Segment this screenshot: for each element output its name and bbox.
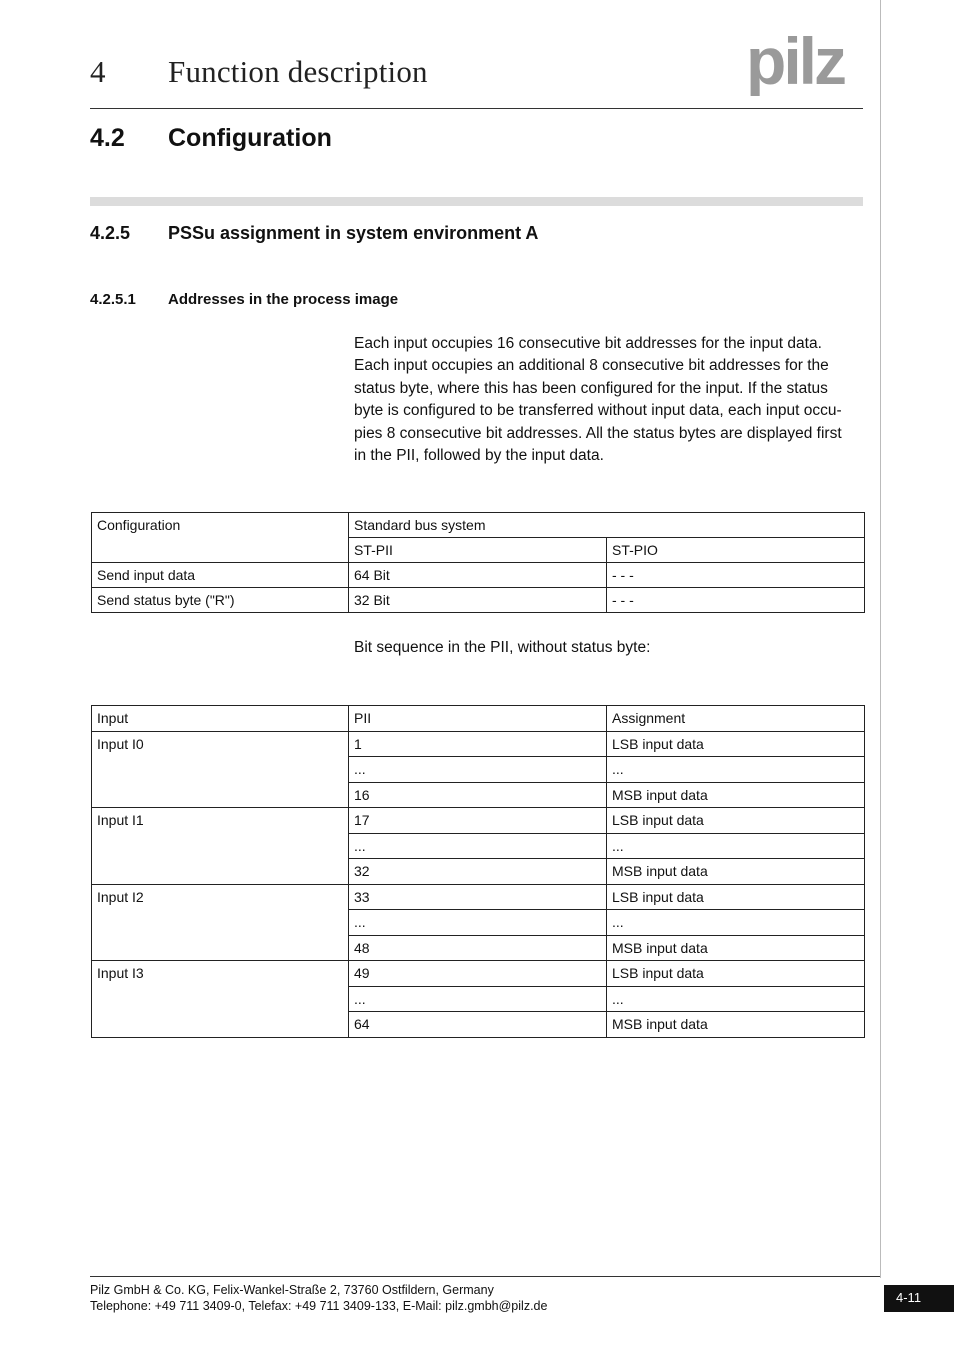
chapter-number: 4: [90, 54, 106, 89]
table-row: [92, 513, 865, 538]
table-cell: ...: [607, 757, 865, 783]
table-cell: MSB input data: [607, 859, 865, 885]
subsubsection-title: Addresses in the process image: [168, 291, 399, 308]
table-row: [92, 731, 865, 757]
table-cell: ...: [607, 833, 865, 859]
table-header-cell: ST-PIO: [607, 538, 865, 563]
table-cell-input: Input I0: [92, 731, 349, 808]
table-cell: - - -: [607, 563, 865, 588]
table-cell: ...: [349, 910, 607, 936]
table-row: [92, 706, 865, 732]
table-cell: MSB input data: [607, 1012, 865, 1038]
chapter-title: Function description: [168, 54, 428, 89]
table-header-cell: Configuration: [92, 513, 349, 563]
table-cell-input: Input I1: [92, 808, 349, 885]
table-cell: LSB input data: [607, 884, 865, 910]
table-cell: 32 Bit: [349, 588, 607, 613]
table-cell: 33: [349, 884, 607, 910]
table-cell: 48: [349, 935, 607, 961]
table-cell: MSB input data: [607, 782, 865, 808]
paragraph-line: status byte, where this has been configured for the input. If the status: [354, 379, 828, 397]
section-number: 4.2: [90, 124, 125, 152]
table-cell: LSB input data: [607, 961, 865, 987]
table-cell: 17: [349, 808, 607, 834]
table-row: [92, 808, 865, 834]
table-row: [92, 884, 865, 910]
table-row: [92, 563, 865, 588]
table-header-cell: Assignment: [607, 706, 865, 732]
table-row: [92, 961, 865, 987]
table-header-cell: Input: [92, 706, 349, 732]
table-cell: 49: [349, 961, 607, 987]
table-cell: ...: [607, 986, 865, 1012]
header-rule: [90, 108, 863, 109]
table-cell: ...: [349, 757, 607, 783]
table-cell: 64 Bit: [349, 563, 607, 588]
subsection-number: 4.2.5: [90, 223, 131, 243]
paragraph-line: byte is configured to be transferred without input data, each input occu-: [354, 402, 842, 420]
paragraph-line: Each input occupies 16 consecutive bit addresses for the input data.: [354, 335, 822, 352]
table-cell: Send status byte ("R"): [92, 588, 349, 613]
table-cell: 64: [349, 1012, 607, 1038]
pilz-logo-icon: [746, 26, 866, 96]
table-cell: 1: [349, 731, 607, 757]
paragraph-line: pies 8 consecutive bit addresses. All the status bytes are displayed first: [354, 424, 842, 442]
table-cell: - - -: [607, 588, 865, 613]
footer-contact: Telephone: +49 711 3409-0, Telefax: +49 711 3409-133, E-Mail: pilz.gmbh@pilz.de: [90, 1299, 548, 1313]
footer-rule: [90, 1276, 880, 1277]
logo-text: pilz: [746, 26, 844, 96]
table-caption: Bit sequence in the PII, without status byte:: [354, 639, 651, 656]
table-cell: MSB input data: [607, 935, 865, 961]
table-cell: ...: [607, 910, 865, 936]
table-cell: LSB input data: [607, 808, 865, 834]
section-title: Configuration: [168, 124, 332, 152]
paragraph-line: in the PII, followed by the input data.: [354, 447, 604, 465]
footer-address: Pilz GmbH & Co. KG, Felix-Wankel-Straße 2, 73760 Ostfildern, Germany: [90, 1283, 494, 1297]
configuration-table: [91, 512, 865, 613]
bit-sequence-table: [91, 705, 865, 1038]
table-cell-input: Input I3: [92, 961, 349, 1038]
subsection-title: PSSu assignment in system environment A: [168, 223, 539, 243]
table-cell: ...: [349, 833, 607, 859]
section-divider: [90, 197, 863, 206]
table-cell: Send input data: [92, 563, 349, 588]
table-cell: ...: [349, 986, 607, 1012]
margin-rule: [880, 0, 881, 1278]
table-cell: 16: [349, 782, 607, 808]
table-cell: LSB input data: [607, 731, 865, 757]
table-cell: 32: [349, 859, 607, 885]
table-header-cell: Standard bus system: [349, 513, 865, 538]
page-number: 4-11: [884, 1285, 954, 1312]
table-header-cell: ST-PII: [349, 538, 607, 563]
body-paragraph: [354, 333, 866, 467]
pilz-logo: [746, 26, 866, 96]
table-header-cell: PII: [349, 706, 607, 732]
paragraph-line: Each input occupies an additional 8 consecutive bit addresses for the: [354, 357, 829, 375]
subsubsection-number: 4.2.5.1: [90, 291, 136, 308]
table-row: [92, 588, 865, 613]
table-cell-input: Input I2: [92, 884, 349, 961]
